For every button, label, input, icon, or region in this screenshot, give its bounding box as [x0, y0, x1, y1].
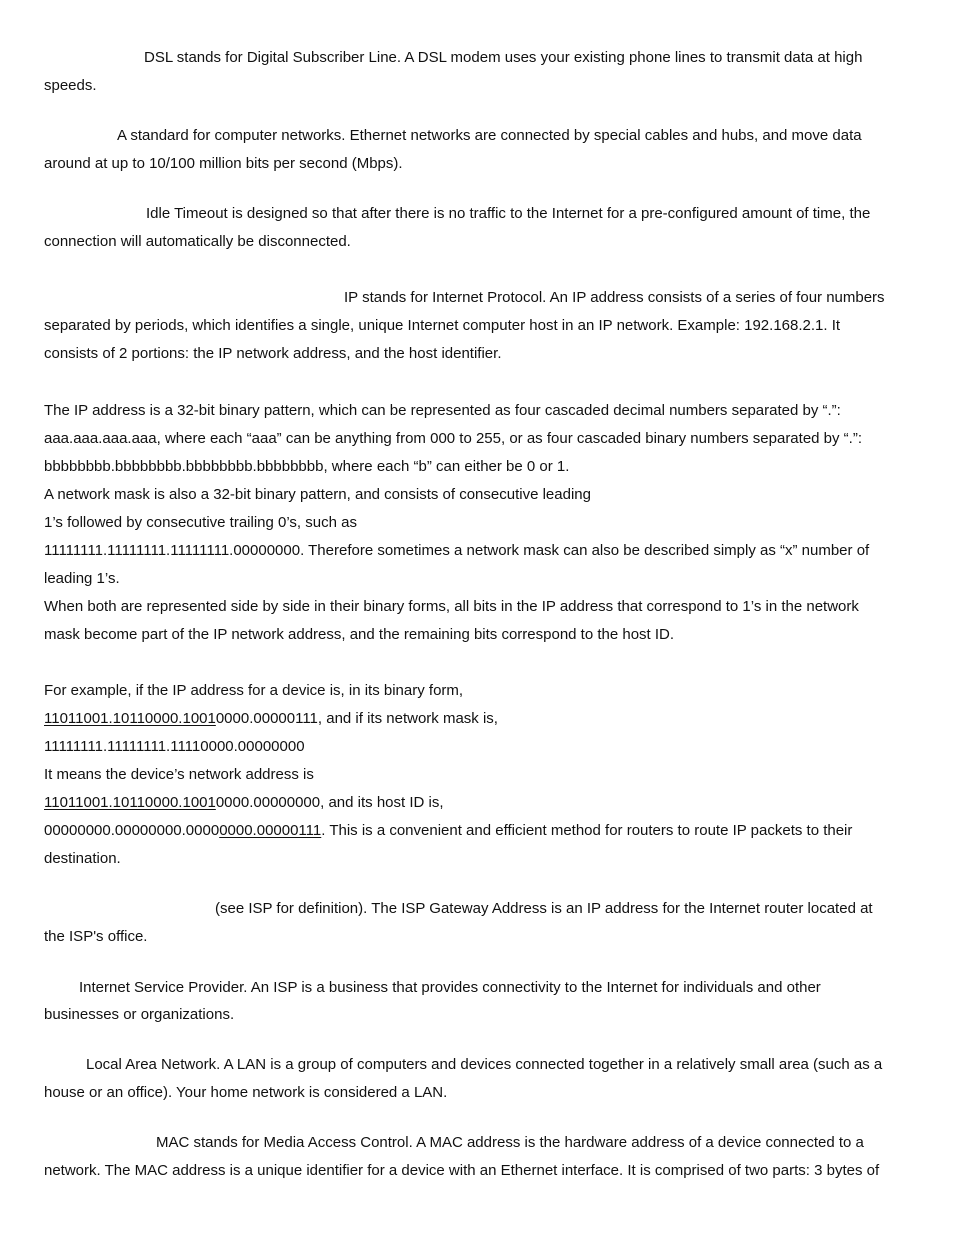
network-remainder: 0000.00000000, and its host ID is, — [215, 794, 444, 811]
netmask-line-4: leading 1’s. — [44, 570, 120, 587]
host-zero-portion: 00000000.00000000.0000 — [44, 822, 220, 839]
dsl-definition-line-2: speeds. — [44, 77, 97, 94]
ethernet-definition-line-2: around at up to 10/100 million bits per second (Mbps). — [44, 155, 403, 172]
example-network-line — [44, 793, 444, 813]
host-remainder: . This is a convenient and efficient method for routers to route IP packets to their — [321, 822, 853, 839]
lan-definition-line-2: house or an office). Your home network is considered a LAN. — [44, 1084, 448, 1101]
ip-binary-line-2: aaa.aaa.aaa.aaa, where each “aaa” can be anything from 000 to 255, or as four cascaded binary numbers separated by “.”: — [44, 430, 863, 447]
example-network-intro: It means the device’s network address is — [44, 766, 314, 783]
mac-definition-line-2: network. The MAC address is a unique identifier for a device with an Ethernet interface. It is comprised of two parts: 3 bytes of — [44, 1162, 880, 1179]
idle-timeout-definition-line-2: connection will automatically be disconnected. — [44, 233, 351, 250]
ip-binary-line-3: bbbbbbbb.bbbbbbbb.bbbbbbbb.bbbbbbbb, where each “b” can either be 0 or 1. — [44, 458, 570, 475]
example-intro: For example, if the IP address for a device is, in its binary form, — [44, 682, 464, 699]
example-destination: destination. — [44, 850, 121, 867]
dsl-definition-line-1: DSL stands for Digital Subscriber Line. A DSL modem uses your existing phone lines to transmit data at high — [144, 49, 863, 66]
isp-definition-line-2: businesses or organizations. — [44, 1006, 235, 1023]
network-address-portion: 11011001.10110000.1001 — [44, 794, 216, 811]
ip-remainder: 0000.00000111, and if its network mask is, — [215, 710, 498, 727]
ip-definition-line-2: separated by periods, which identifies a single, unique Internet computer host in an IP network. Example: 192.168.2.1. It — [44, 317, 841, 334]
binary-forms-line-2: mask become part of the IP network address, and the remaining bits correspond to the host ID. — [44, 626, 675, 643]
netmask-line-1: A network mask is also a 32-bit binary pattern, and consists of consecutive leading — [44, 486, 591, 503]
isp-gateway-definition-line-1: (see ISP for definition). The ISP Gateway Address is an IP address for the Internet router located at — [215, 900, 873, 917]
idle-timeout-definition-line-1: Idle Timeout is designed so that after there is no traffic to the Internet for a pre-configured amount of time, the — [146, 205, 871, 222]
example-host-line — [44, 821, 852, 841]
lan-definition-line-1: Local Area Network. A LAN is a group of computers and devices connected together in a relatively small area (such as a — [86, 1056, 883, 1073]
ip-network-portion: 11011001.10110000.1001 — [44, 710, 216, 727]
netmask-line-2: 1’s followed by consecutive trailing 0’s, such as — [44, 514, 357, 531]
mac-definition-line-1: MAC stands for Media Access Control. A MAC address is the hardware address of a device connected to a — [156, 1134, 864, 1151]
ip-definition-line-3: consists of 2 portions: the IP network address, and the host identifier. — [44, 345, 502, 362]
example-ip-line — [44, 709, 498, 729]
ip-binary-line-1: The IP address is a 32-bit binary pattern, which can be represented as four cascaded decimal numbers separated by “.”: — [44, 402, 841, 419]
host-id-portion: 0000.00000111 — [219, 822, 322, 839]
binary-forms-line-1: When both are represented side by side in their binary forms, all bits in the IP address that correspond to 1’s in the network — [44, 598, 859, 615]
isp-definition-line-1: Internet Service Provider. An ISP is a business that provides connectivity to the Internet for individuals and other — [79, 979, 821, 996]
isp-gateway-definition-line-2: the ISP's office. — [44, 928, 148, 945]
ethernet-definition-line-1: A standard for computer networks. Ethernet networks are connected by special cables and hubs, and move data — [117, 127, 862, 144]
netmask-line-3: 11111111.11111111.11111111.00000000. Therefore sometimes a network mask can also be described simply as “x” number of — [44, 542, 870, 559]
example-mask-line: 11111111.11111111.11110000.00000000 — [44, 738, 305, 755]
ip-definition-line-1: IP stands for Internet Protocol. An IP address consists of a series of four numbers — [344, 289, 885, 306]
